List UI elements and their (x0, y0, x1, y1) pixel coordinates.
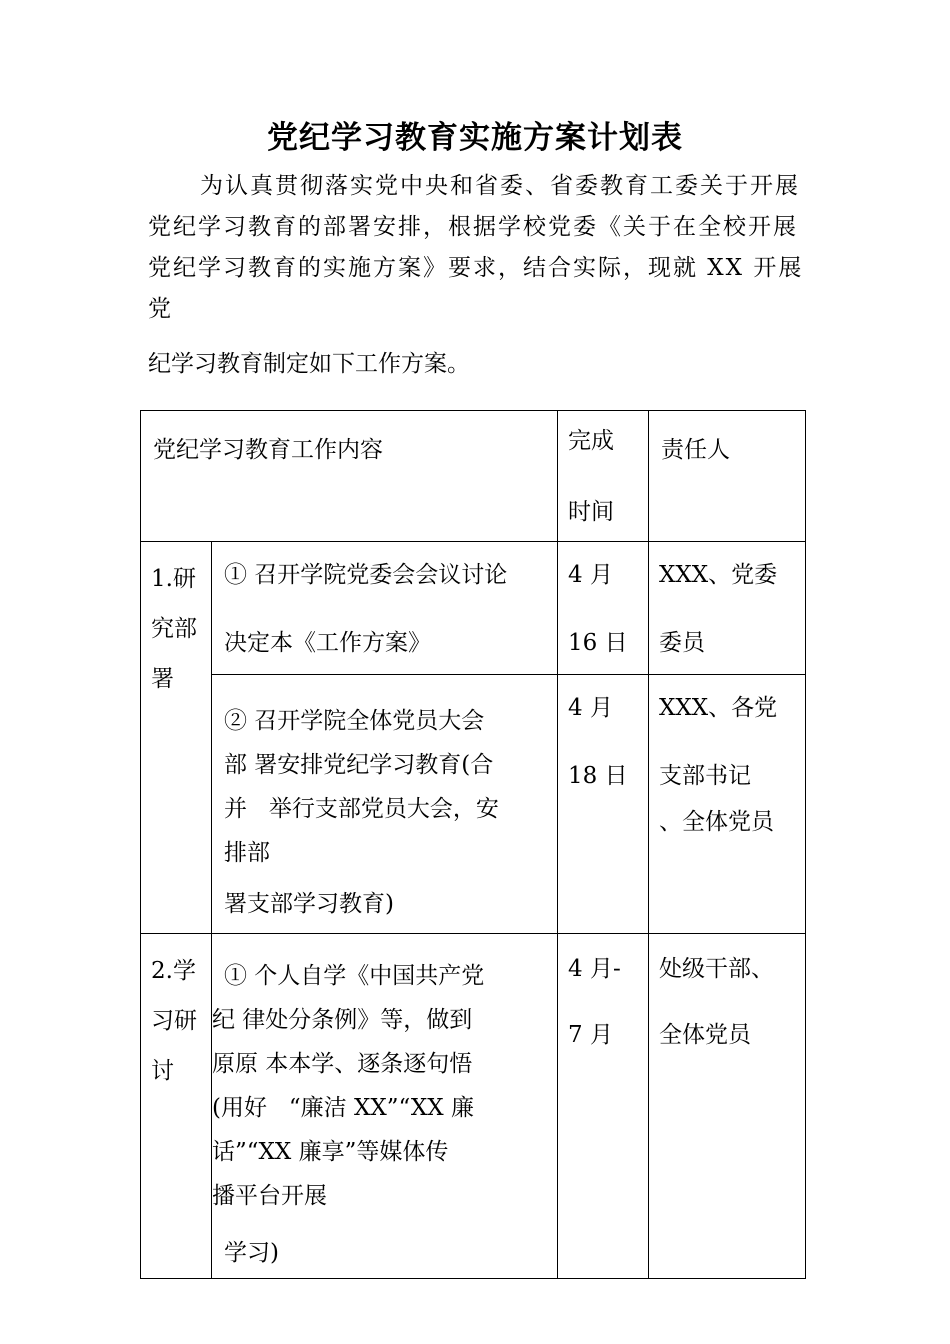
content-line: (用好 “廉洁 XX”“XX 廉 (212, 1095, 474, 1121)
header-person-cell (649, 411, 806, 542)
content-cell (212, 675, 558, 934)
person-cell (649, 675, 806, 934)
content-line: ① 召开学院党委会会议讨论 (224, 562, 508, 588)
person-cell (649, 934, 806, 1279)
stage-line: 署 (151, 666, 174, 692)
person-line: 全体党员 (659, 1022, 751, 1048)
table-header-row (141, 411, 806, 542)
intro-line: 党 (148, 296, 173, 322)
header-person: 责任人 (661, 437, 730, 463)
page-title: 党纪学习教育实施方案计划表 (267, 120, 683, 156)
time-line: 4 月 (568, 562, 613, 588)
intro-line: 为认真贯彻落实党中央和省委、省委教育工委关于开展 (200, 173, 800, 199)
content-line: 署支部学习教育) (224, 891, 394, 917)
time-cell (558, 542, 649, 675)
stage-line: 究部 (151, 616, 197, 642)
intro-paragraph (148, 166, 808, 330)
stage-cell (141, 542, 212, 934)
time-line: 4 月 (568, 695, 613, 721)
table-row (141, 542, 806, 675)
person-line: XXX、党委 (659, 562, 778, 588)
content-line: ② 召开学院全体党员大会 (224, 708, 485, 734)
header-content: 党纪学习教育工作内容 (153, 437, 383, 463)
content-line: ① 个人自学《中国共产党 (224, 963, 485, 989)
content-line: 决定本《工作方案》 (224, 630, 431, 656)
stage-cell (141, 934, 212, 1279)
header-time-1: 完成 (568, 428, 614, 454)
person-cell (649, 542, 806, 675)
time-line: 4 月- (568, 956, 621, 982)
content-line: 播平台开展 (212, 1183, 327, 1209)
header-content-cell (141, 411, 558, 542)
content-line: 话”“XX 廉享”等媒体传 (212, 1139, 449, 1165)
content-line: 排部 (224, 840, 270, 866)
content-line: 部 署安排党纪学习教育(合 (224, 752, 494, 778)
intro-line: 党纪学习教育的部署安排，根据学校党委《关于在全校开展 (148, 214, 798, 240)
content-line: 纪 律处分条例》等，做到 (212, 1007, 473, 1033)
intro-line: 党纪学习教育的实施方案》要求，结合实际，现就 XX 开展 (148, 255, 804, 281)
person-line: 支部书记 (659, 763, 751, 789)
stage-line: 2.学 (151, 958, 196, 984)
plan-table (140, 410, 806, 1279)
intro-last-line: 纪学习教育制定如下工作方案。 (148, 351, 470, 377)
person-line: 处级干部、 (659, 956, 774, 982)
time-line: 18 日 (568, 763, 628, 789)
stage-line: 讨 (151, 1058, 174, 1084)
content-line: 学习) (224, 1240, 279, 1266)
time-cell (558, 675, 649, 934)
table-row (141, 675, 806, 934)
person-line: XXX、各党 (659, 695, 778, 721)
content-cell (212, 934, 558, 1279)
stage-line: 习研 (151, 1008, 197, 1034)
person-line: 、全体党员 (659, 809, 774, 835)
time-line: 7 月 (568, 1022, 613, 1048)
content-cell (212, 542, 558, 675)
content-line: 原原 本本学、逐条逐句悟 (212, 1051, 473, 1077)
time-cell (558, 934, 649, 1279)
stage-line: 1.研 (151, 566, 196, 592)
header-time-2: 时间 (568, 499, 614, 525)
time-line: 16 日 (568, 630, 628, 656)
table-row (141, 934, 806, 1279)
person-line: 委员 (659, 630, 705, 656)
content-line: 并 举行支部党员大会，安 (224, 796, 499, 822)
header-time-cell (558, 411, 649, 542)
